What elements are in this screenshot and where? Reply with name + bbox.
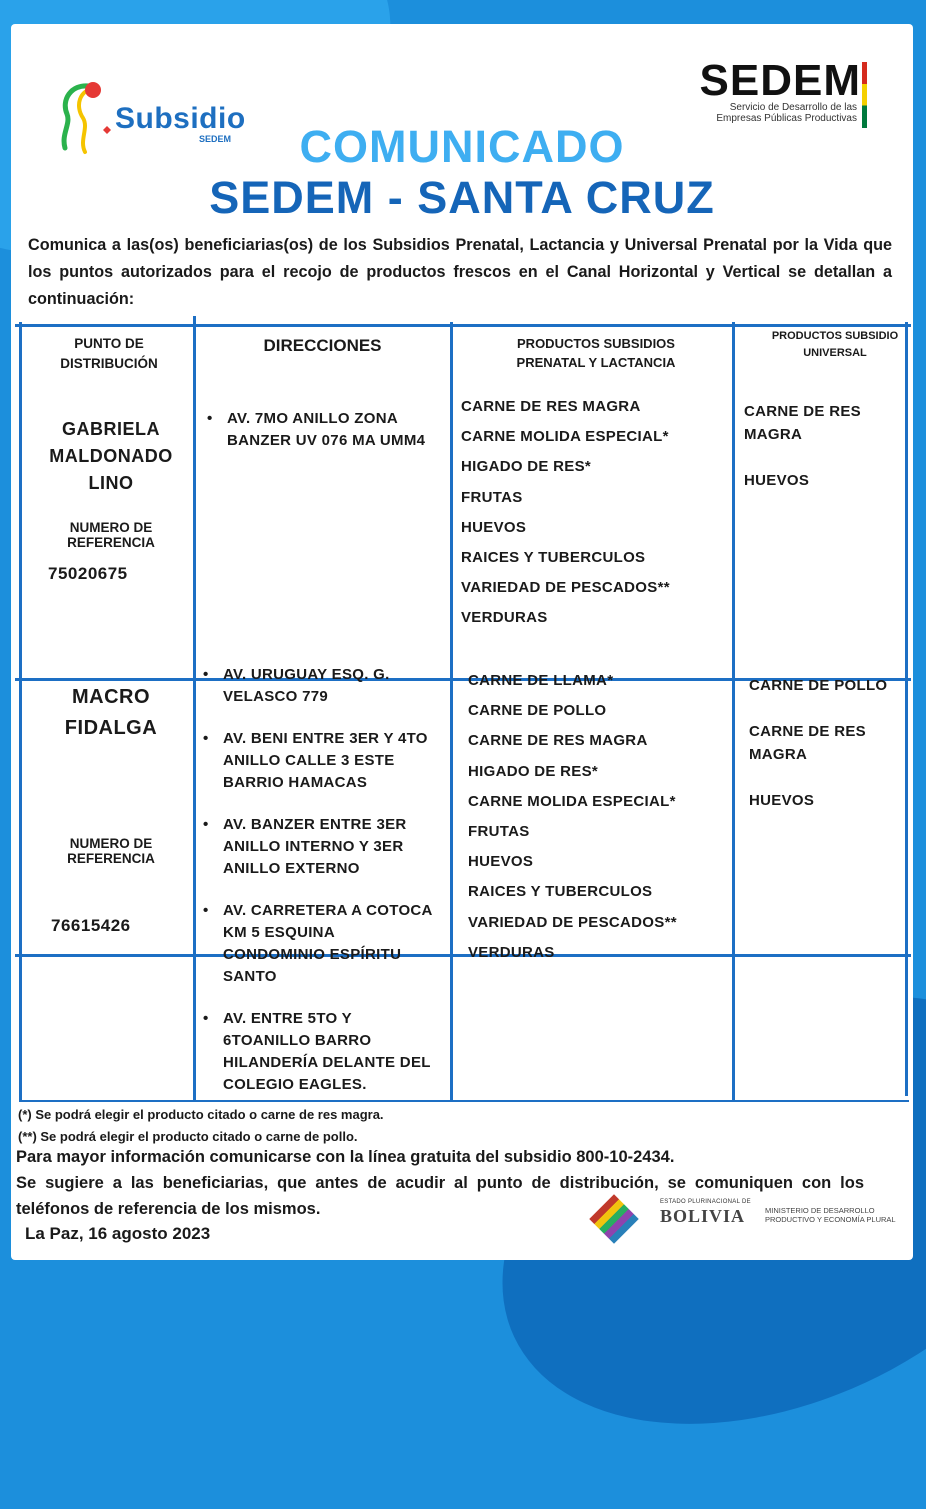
sedem-logo-text: SEDEM [699, 56, 861, 105]
address-item: • AV. ENTRE 5TO Y 6TOANILLO BARRO HILANDERÍA DELANTE DEL COLEGIO EAGLES. [201, 1008, 441, 1096]
header-direcciones: DIRECCIONES [263, 336, 382, 355]
header-productos-universal: PRODUCTOS SUBSIDIO UNIVERSAL [771, 330, 899, 359]
product-item: CARNE MOLIDA ESPECIAL* [461, 428, 669, 446]
address-item: • AV. BANZER ENTRE 3ER ANILLO INTERNO Y 3ER ANILLO EXTERNO [201, 814, 441, 880]
reference-number: 76615426 [51, 916, 131, 935]
prenatal-product-list [461, 392, 731, 634]
prenatal-product-list [468, 666, 728, 968]
issue-date: La Paz, 16 agosto 2023 [25, 1224, 211, 1243]
product-item: VARIEDAD DE PESCADOS** [461, 579, 670, 597]
product-item: VERDURAS [461, 609, 548, 627]
product-item: HUEVOS [468, 853, 534, 871]
info-line: Se sugiere a las beneficiarias, que antes de acudir al punto de distribución, se comuniquen con los teléfonos de referencia de los mismos. [16, 1174, 864, 1218]
subsidio-logo-subtext: SEDEM [199, 134, 232, 144]
announcement-card [11, 24, 913, 1260]
address-list [205, 408, 445, 452]
page-title: COMUNICADO [299, 121, 625, 172]
ministry-label: MINISTERIO DE DESARROLLO PRODUCTIVO Y ECONOMÍA PLURAL [765, 1206, 896, 1224]
spacer [744, 446, 894, 469]
product-item: HUEVOS [461, 518, 527, 536]
footnote: (*) Se podrá elegir el producto citado o carne de res magra. [18, 1107, 384, 1122]
spacer [749, 697, 894, 720]
table-divider [732, 322, 735, 1100]
footnotes [18, 1104, 384, 1148]
product-item: CARNE DE RES MAGRA [744, 403, 861, 443]
reference-number: 75020675 [48, 564, 128, 583]
header-punto: PUNTO DE DISTRIBUCIÓN [60, 336, 158, 371]
product-item: CARNE DE RES MAGRA [461, 398, 641, 415]
subsidio-logo-text: Subsidio [115, 102, 246, 135]
spacer [749, 766, 894, 789]
table-border [19, 1100, 909, 1102]
product-item: CARNE DE RES MAGRA [749, 723, 866, 763]
reference-label: NUMERO DE REFERENCIA [67, 836, 155, 866]
bolivia-emblem-icon [589, 1194, 638, 1243]
product-item: FRUTAS [461, 488, 523, 506]
table-border [905, 322, 908, 1096]
product-item: CARNE DE POLLO [468, 702, 607, 720]
sedem-logo-tagline: Servicio de Desarrollo de las Empresas Públicas Productivas [716, 102, 857, 124]
product-item: RAICES Y TUBERCULOS [468, 883, 653, 901]
state-label: ESTADO PLURINACIONAL DE [660, 1199, 751, 1205]
product-item: VARIEDAD DE PESCADOS** [468, 913, 677, 931]
address-item: • AV. 7MO ANILLO ZONA BANZER UV 076 MA UMM4 [205, 408, 445, 452]
table-divider [450, 322, 453, 1102]
product-item: CARNE DE POLLO [749, 677, 888, 694]
info-line: Para mayor información comunicarse con la línea gratuita del subsidio 800-10-2434. [16, 1148, 675, 1166]
address-item: • AV. BENI ENTRE 3ER Y 4TO ANILLO CALLE 3 ESTE BARRIO HAMACAS [201, 728, 441, 794]
table-divider [15, 954, 911, 957]
table-border [15, 324, 911, 327]
address-item: • AV. URUGUAY ESQ. G. VELASCO 779 [201, 664, 441, 708]
product-item: RAICES Y TUBERCULOS [461, 549, 646, 567]
product-item: CARNE MOLIDA ESPECIAL* [468, 792, 676, 810]
footnote: (**) Se podrá elegir el producto citado o carne de pollo. [18, 1129, 358, 1144]
product-item: HIGADO DE RES* [461, 458, 592, 476]
page-subtitle: SEDEM - SANTA CRUZ [209, 172, 715, 223]
address-item: • AV. CARRETERA A COTOCA KM 5 ESQUINA CONDOMINIO ESPÍRITU SANTO [201, 900, 441, 988]
distribution-table [15, 322, 911, 1102]
product-item: FRUTAS [468, 823, 530, 841]
product-item: CARNE DE RES MAGRA [468, 732, 648, 750]
distribution-point-name: GABRIELA MALDONADO LINO [49, 419, 173, 493]
product-item: VERDURAS [468, 943, 555, 961]
product-item: CARNE DE LLAMA* [468, 672, 614, 689]
table-border [19, 322, 22, 1102]
ministry-logo [589, 1194, 899, 1244]
distribution-point-name: MACRO FIDALGA [64, 686, 158, 739]
universal-product-list [749, 674, 894, 812]
universal-product-list [744, 400, 894, 492]
bolivia-flag-bar [862, 62, 867, 128]
product-item: HUEVOS [744, 472, 810, 489]
address-list [201, 664, 441, 1096]
product-item: HUEVOS [749, 792, 815, 809]
reference-label: NUMERO DE REFERENCIA [67, 520, 155, 550]
header-productos-prenatal: PRODUCTOS SUBSIDIOS PRENATAL Y LACTANCIA [516, 336, 676, 370]
intro-paragraph: Comunica a las(os) beneficiarias(os) de los Subsidios Prenatal, Lactancia y Universal Prenatal por la Vida que los puntos autorizados para el recojo de productos frescos en el Canal Horizontal y Vertical se detallan a continuación: [28, 236, 892, 308]
country-label: BOLIVIA [660, 1206, 746, 1226]
table-divider [193, 316, 196, 1102]
product-item: HIGADO DE RES* [468, 762, 599, 780]
